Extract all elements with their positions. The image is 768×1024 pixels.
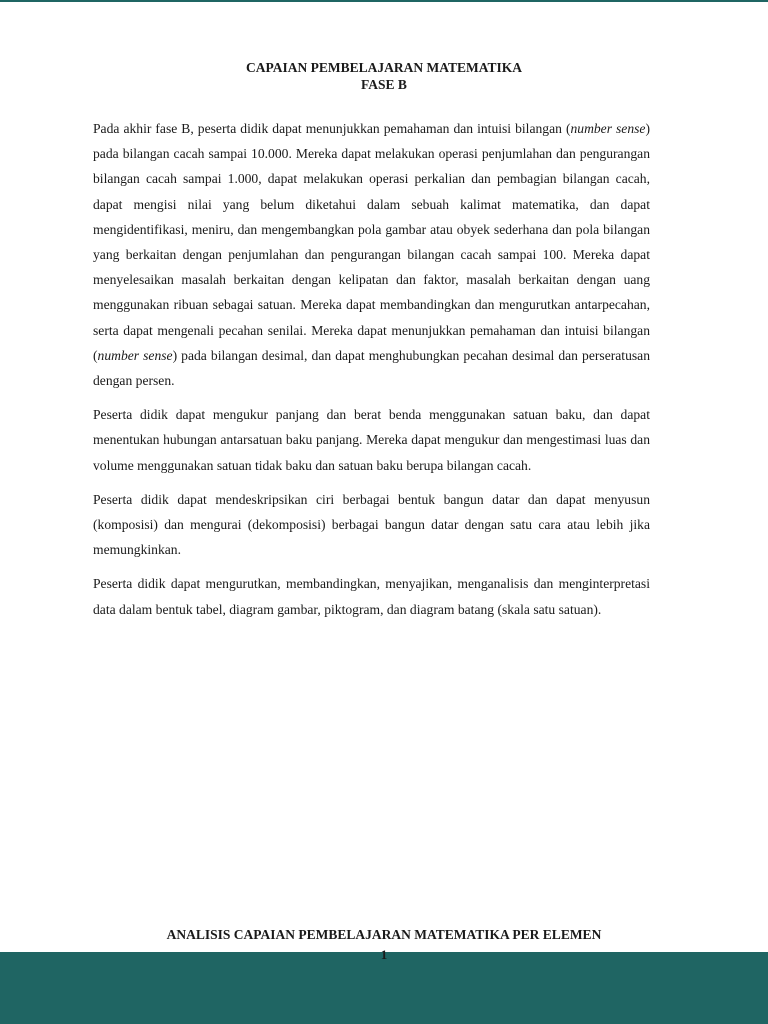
paragraph-2: Peserta didik dapat mengukur panjang dan berat benda menggunakan satuan baku, dan dapat menentukan hubungan antarsatuan baku panjang. Mereka dapat mengukur dan mengestimasi luas dan volume menggunakan satuan tidak baku dan satuan baku berupa bilangan cacah. — [93, 407, 650, 473]
top-border-line — [0, 0, 768, 2]
paragraph-1-text-b: ) pada bilangan cacah sampai 10.000. Mereka dapat melakukan operasi penjumlahan dan pengurangan bilangan cacah sampai 1.000, dapat melakukan operasi perkalian dan pembagian bilangan cacah, dapat mengisi nilai yang belum diketahui dalam sebuah kalimat matematika, dan dapat mengidentifikasi, meniru, dan mengembangkan pola gambar atau obyek sederhana dan pola bilangan yang berkaitan dengan penjumlahan dan pengurangan bilangan cacah sampai 100. Mereka dapat menyelesaikan masalah berkaitan dengan kelipatan dan faktor, masalah berkaitan dengan uang menggunakan ribuan sebagai satuan. Mereka dapat membandingkan dan mengurutkan antarpecahan, serta dapat mengenali pecahan senilai. Mereka dapat menunjukkan pemahaman dan intuisi bilangan ( — [93, 121, 650, 363]
document-body — [93, 116, 650, 631]
paragraph-1 — [93, 116, 650, 393]
paragraph-4: Peserta didik dapat mengurutkan, membandingkan, menyajikan, menganalisis dan menginterpretasi data dalam bentuk tabel, diagram gambar, piktogram, dan diagram batang (skala satu satuan). — [93, 576, 650, 617]
paragraph-3: Peserta didik dapat mendeskripsikan ciri berbagai bentuk bangun datar dan dapat menyusun (komposisi) dan mengurai (dekomposisi) berbagai bangun datar dengan satu cara atau lebih jika memungkinkan. — [93, 491, 650, 558]
page-number: 1 — [380, 947, 388, 962]
footer-title: ANALISIS CAPAIAN PEMBELAJARAN MATEMATIKA PER ELEMEN — [166, 927, 602, 942]
paragraph-1-text-a: Pada akhir fase B, peserta didik dapat menunjukkan pemahaman dan intuisi bilangan ( — [93, 121, 571, 136]
document-title: CAPAIAN PEMBELAJARAN MATEMATIKA — [246, 60, 522, 75]
paragraph-1-italic-b: number sense — [97, 347, 173, 363]
paragraph-1-italic-a: number sense — [570, 121, 646, 136]
paragraph-1-text-c: ) pada bilangan desimal, dan dapat menghubungkan pecahan desimal dan perseratusan dengan persen. — [93, 347, 650, 389]
document-subtitle: FASE B — [361, 77, 407, 92]
document-header — [0, 59, 768, 93]
